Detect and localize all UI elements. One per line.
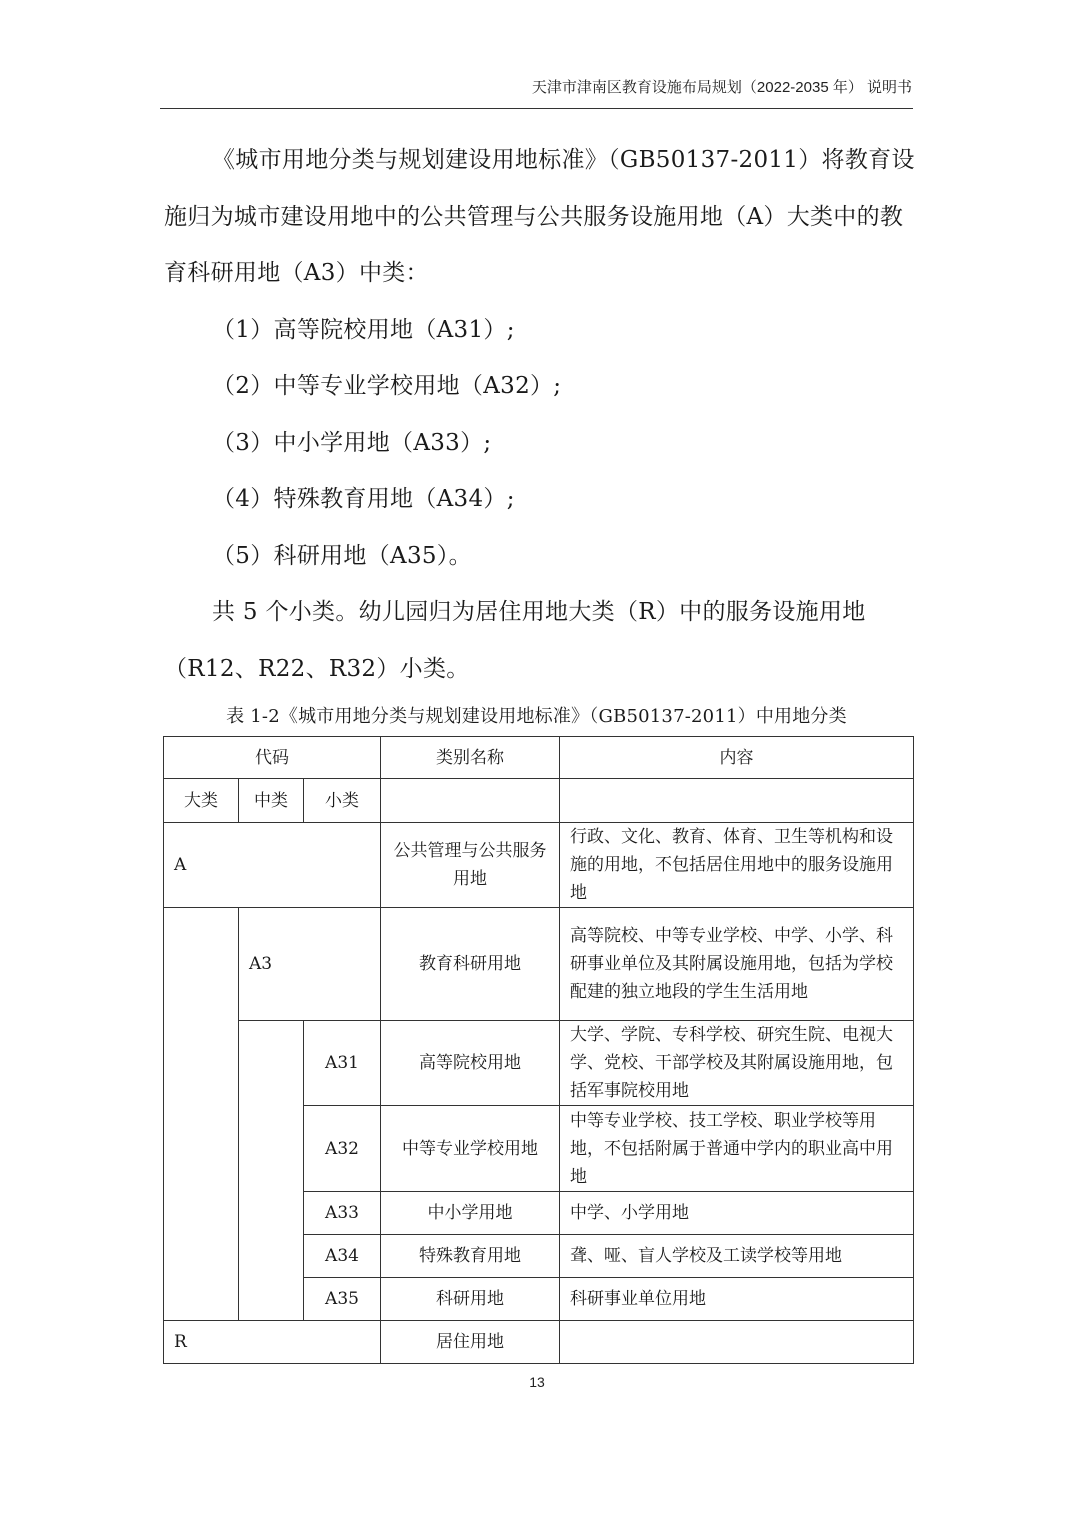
row-name: 居住用地 <box>381 1321 560 1364</box>
row-name: 高等院校用地 <box>381 1021 560 1106</box>
table-row <box>164 823 914 908</box>
row-code: A31 <box>304 1021 381 1106</box>
header-category-name: 类别名称 <box>381 737 560 779</box>
row-name: 中小学用地 <box>381 1192 560 1235</box>
header-medium: 中类 <box>239 779 304 823</box>
row-name: 教育科研用地 <box>381 908 560 1021</box>
row-content: 科研事业单位用地 <box>560 1278 914 1321</box>
row-content: 高等院校、中等专业学校、中学、小学、科研事业单位及其附属设施用地，包括为学校配建的独立地段的学生生活用地 <box>560 908 914 1021</box>
row-code: A34 <box>304 1235 381 1278</box>
list-item-a34: （4）特殊教育用地（A34）; <box>212 486 515 512</box>
header-code: 代码 <box>164 737 381 779</box>
closing-paragraph: 共 5 个小类。幼儿园归为居住用地大类（R）中的服务设施用地（R12、R22、R32）小类。 <box>164 599 866 682</box>
table-caption: 表 1-2《城市用地分类与规划建设用地标准》（GB50137-2011）中用地分类 <box>226 706 847 727</box>
header-major: 大类 <box>164 779 239 823</box>
row-content: 大学、学院、专科学校、研究生院、电视大学、党校、干部学校及其附属设施用地，包括军事院校用地 <box>560 1021 914 1106</box>
row-name: 公共管理与公共服务用地 <box>381 823 560 908</box>
header-empty-content <box>560 779 914 823</box>
land-use-table <box>163 736 914 1364</box>
row-content: 中等专业学校、技工学校、职业学校等用地，不包括附属于普通中学内的职业高中用地 <box>560 1106 914 1192</box>
list-item-a32: （2）中等专业学校用地（A32）; <box>212 373 562 399</box>
row-content: 中学、小学用地 <box>560 1192 914 1235</box>
row-name: 特殊教育用地 <box>381 1235 560 1278</box>
table-row <box>164 1321 914 1364</box>
table-row <box>164 908 914 1021</box>
row-content <box>560 1321 914 1364</box>
table-subheader-row <box>164 779 914 823</box>
row-name: 科研用地 <box>381 1278 560 1321</box>
header-divider <box>160 108 913 109</box>
list-item-a31: （1）高等院校用地（A31）; <box>212 316 515 343</box>
row-empty-major <box>164 908 239 1321</box>
list-item-a33: （3）中小学用地（A33）; <box>212 429 492 456</box>
intro-paragraph: 《城市用地分类与规划建设用地标准》（GB50137-2011）将教育设施归为城市建设用地中的公共管理与公共服务设施用地（A）大类中的教育科研用地（A3）中类： <box>164 147 915 286</box>
row-code: A32 <box>304 1106 381 1192</box>
body-text <box>164 132 916 697</box>
row-code: A35 <box>304 1278 381 1321</box>
row-code: A3 <box>239 908 381 1021</box>
row-empty-medium <box>239 1021 304 1321</box>
row-name: 中等专业学校用地 <box>381 1106 560 1192</box>
header-empty-name <box>381 779 560 823</box>
header-content: 内容 <box>560 737 914 779</box>
header-minor: 小类 <box>304 779 381 823</box>
row-content: 聋、哑、盲人学校及工读学校等用地 <box>560 1235 914 1278</box>
row-code: A <box>164 823 381 908</box>
row-code: A33 <box>304 1192 381 1235</box>
table-header-row <box>164 737 914 779</box>
table-row <box>164 1021 914 1106</box>
running-header: 天津市津南区教育设施布局规划（2022-2035 年） 说明书 <box>531 79 912 96</box>
row-content: 行政、文化、教育、体育、卫生等机构和设施的用地，不包括居住用地中的服务设施用地 <box>560 823 914 908</box>
row-code: R <box>164 1321 381 1364</box>
list-item-a35: （5）科研用地（A35）。 <box>212 542 472 569</box>
page-number: 13 <box>529 1374 545 1390</box>
